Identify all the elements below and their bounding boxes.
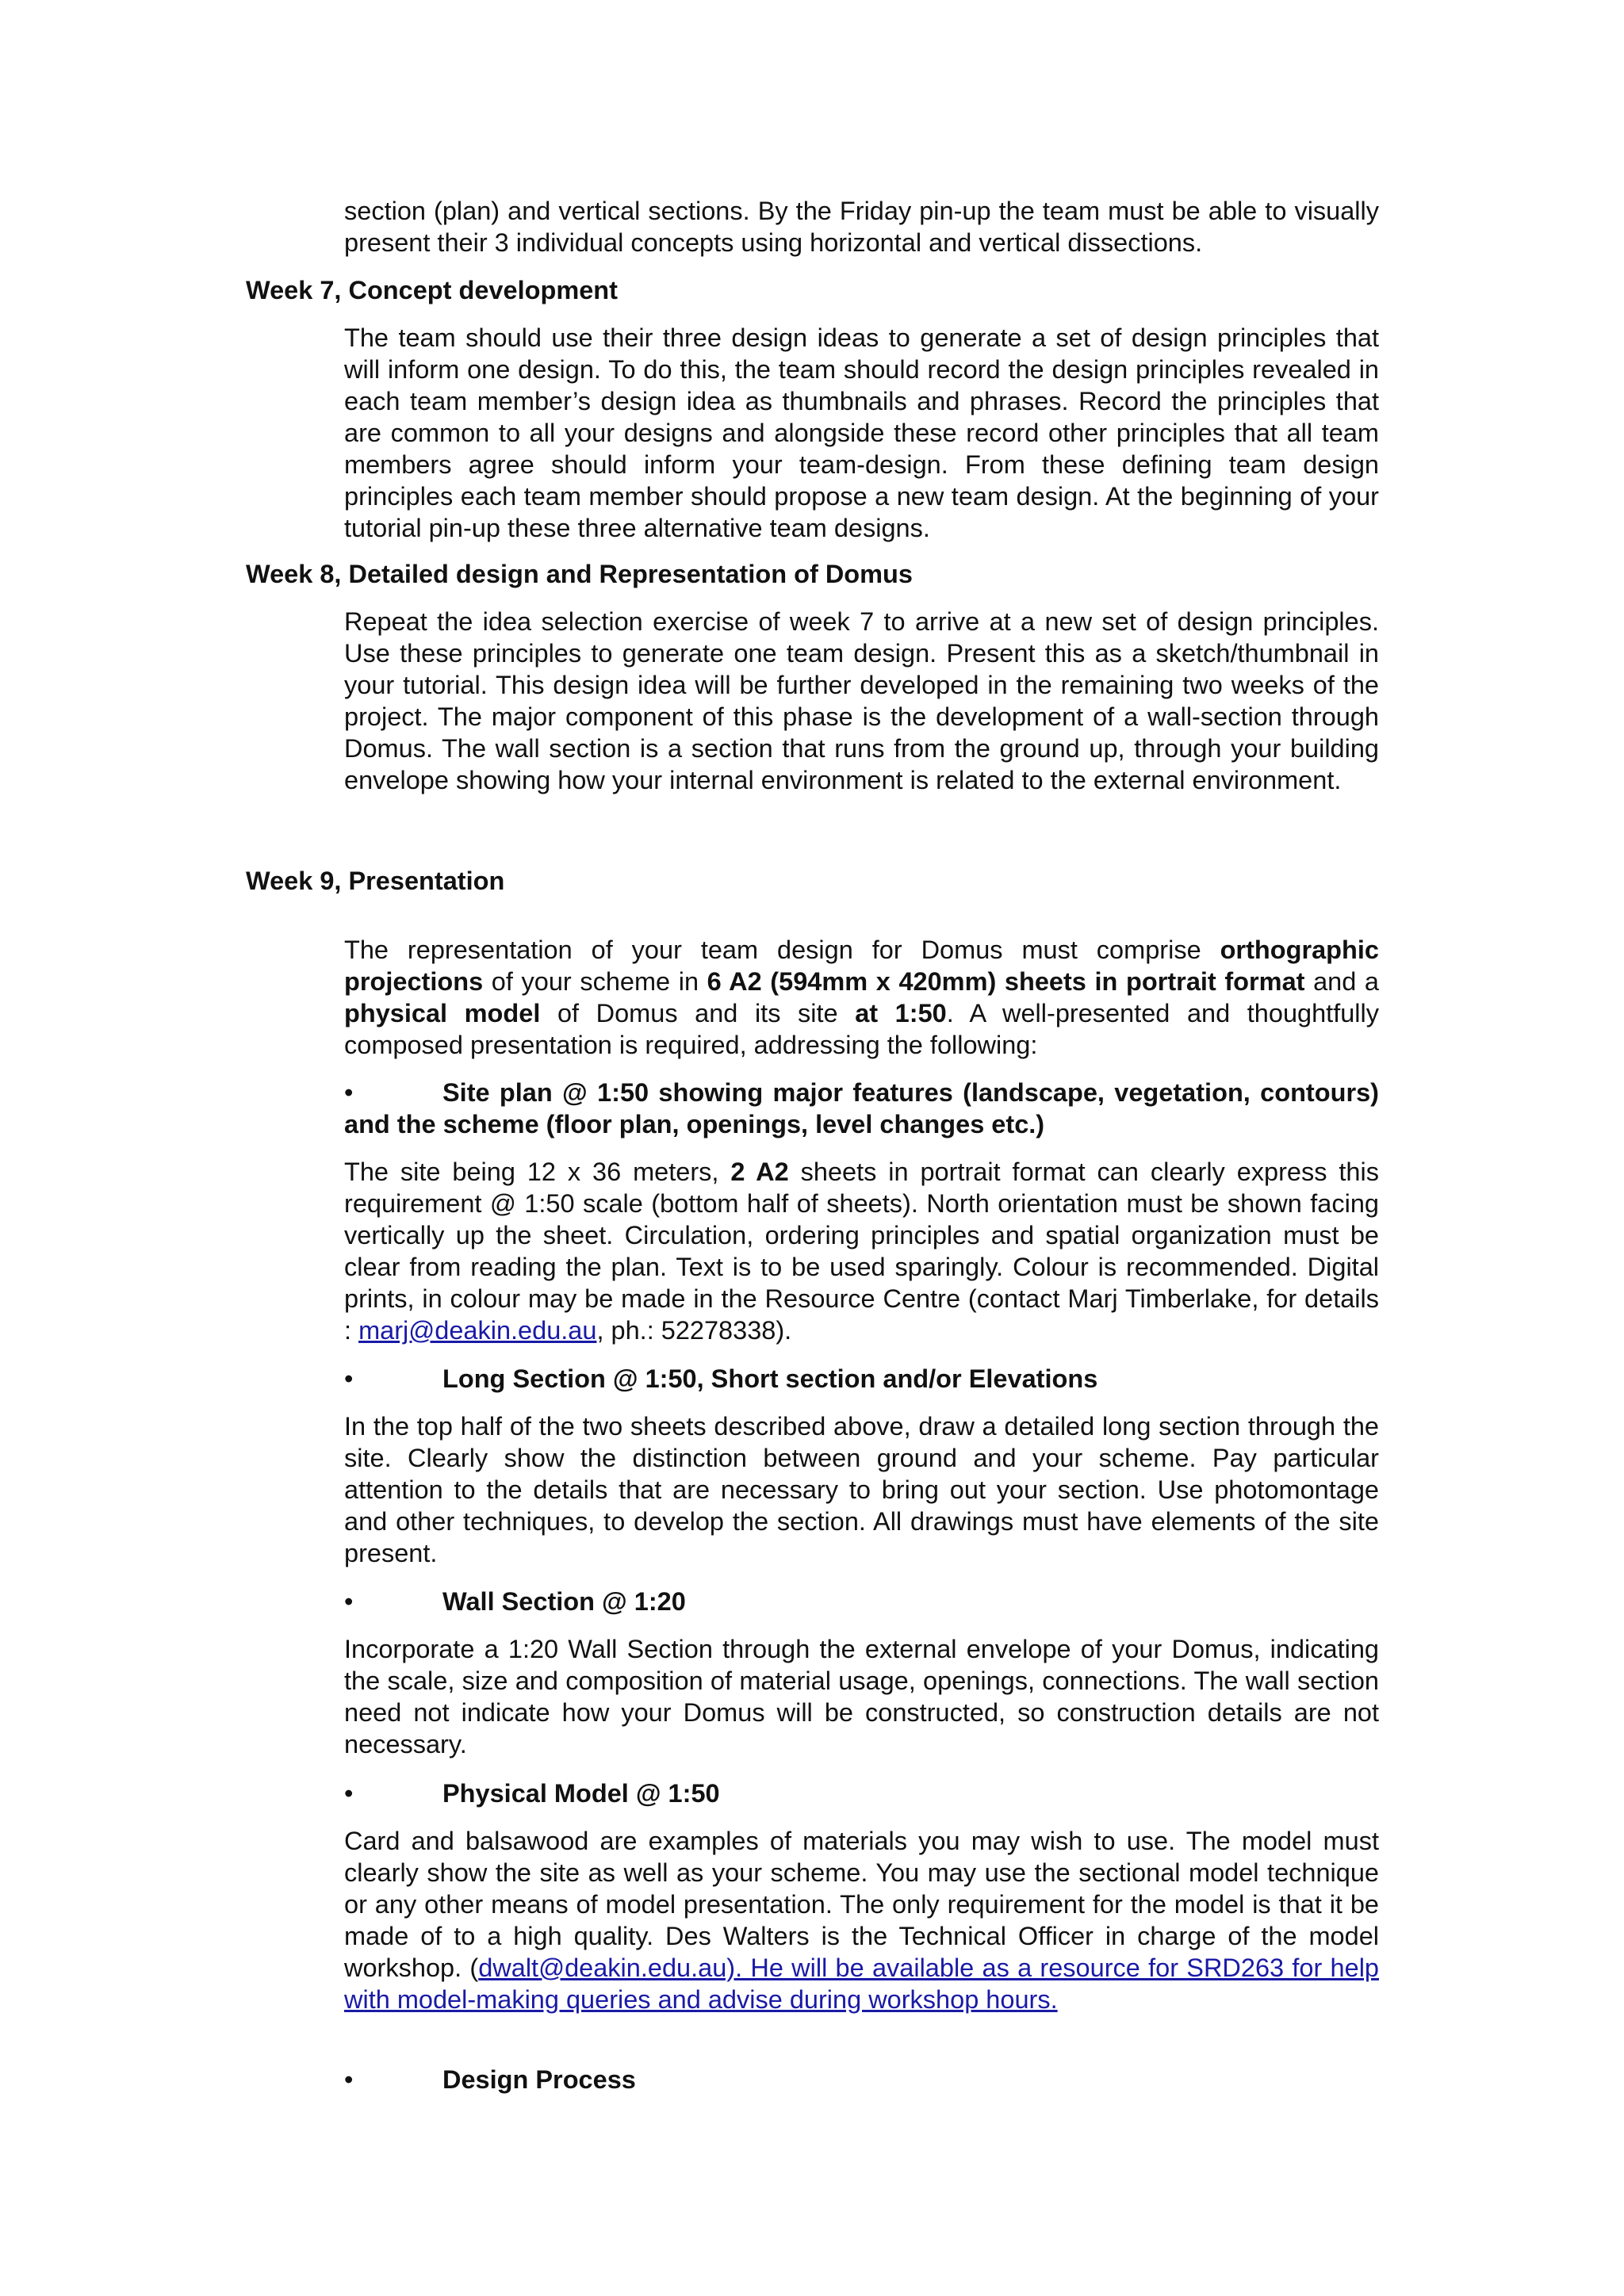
bullet-symbol: • [344,1779,354,1808]
week7-heading: Week 7, Concept development [246,276,618,304]
email-link-dwalt[interactable]: dwalt@deakin.edu.au). He will be available as a resource for SRD263 for help with model-making queries and advise during workshop hours. [344,1954,1379,2014]
email-link-marj[interactable]: marj@deakin.edu.au [358,1316,597,1345]
intro-paragraph: section (plan) and vertical sections. By the Friday pin-up the team must be able to visually present their 3 individual concepts using horizontal and vertical dissections. [344,197,1379,257]
bullet-physical-model [344,1777,1379,1809]
bullet-long-section [344,1363,1379,1395]
long-section-paragraph: In the top half of the two sheets described above, draw a detailed long section through the site. Clearly show the distinction between ground and your scheme. Pay particular attention to the details that are necessary to bring out your section. Use photomontage and other techniques, to develop the section. All drawings must have elements of the site present. [344,1412,1379,1567]
week8-heading: Week 8, Detailed design and Representation of Domus [246,560,913,588]
bullet-design-process-label: Design Process [442,2065,636,2094]
week9-intro-paragraph: The representation of your team design for Domus must comprise orthographic projections of your scheme in 6 A2 (594mm x 420mm) sheets in portrait format and a physical model of Domus and its site at 1:50. A well-presented and thoughtfully composed presentation is required, addressing the following: [344,936,1380,1059]
week9-heading: Week 9, Presentation [246,867,505,895]
bullet-physical-model-label: Physical Model @ 1:50 [442,1779,720,1808]
bullet-wall-section-label: Wall Section @ 1:20 [442,1587,686,1616]
week7-paragraph: The team should use their three design ideas to generate a set of design principles that will inform one design. To do this, the team should record the design principles revealed in each team member’s design idea as thumbnails and phrases. Record the principles that are common to all your designs and alongside these record other principles that all team members agree should inform your team-design. From these defining team design principles each team member should propose a new team design. At the beginning of your tutorial pin-up these three alternative team designs. [344,323,1379,542]
bullet-site-plan [344,1077,1379,1140]
bullet-symbol: • [344,2065,354,2094]
site-plan-paragraph: The site being 12 x 36 meters, 2 A2 sheets in portrait format can clearly express this requirement @ 1:50 scale (bottom half of sheets). North orientation must be shown facing vertically up the sheet. Circulation, ordering principles and spatial organization must be clear from reading the plan. Text is to be used sparingly. Colour is recommended. Digital prints, in colour may be made in the Resource Centre (contact Marj Timberlake, for details : marj@deakin.edu.au, ph.: 52278338). [344,1158,1379,1345]
wall-section-paragraph: Incorporate a 1:20 Wall Section through the external envelope of your Domus, indicating the scale, size and composition of material usage, openings, connections. The wall section need not indicate how your Domus will be constructed, so construction details are not necessary. [344,1635,1379,1758]
week8-paragraph: Repeat the idea selection exercise of week 7 to arrive at a new set of design principles. Use these principles to generate one team design. Present this as a sketch/thumbnail in your tutorial. This design idea will be further developed in the remaining two weeks of the project. The major component of this phase is the development of a wall-section through Domus. The wall section is a section that runs from the ground up, through your building envelope showing how your internal environment is related to the external environment. [344,607,1379,794]
bullet-site-plan-label: Site plan @ 1:50 showing major features (landscape, vegetation, contours) and the scheme (floor plan, openings, level changes etc.) [344,1078,1379,1138]
bullet-symbol: • [344,1078,354,1107]
bullet-symbol: • [344,1364,354,1393]
bullet-wall-section [344,1586,1379,1617]
bullet-design-process [344,2064,1379,2095]
physical-model-paragraph: Card and balsawood are examples of materials you may wish to use. The model must clearly show the site as well as your scheme. You may use the sectional model technique or any other means of model presentation. The only requirement for the model is that it be made of to a high quality. Des Walters is the Technical Officer in charge of the model workshop. (dwalt@deakin.edu.au). He will be available as a resource for SRD263 for help with model-making queries and advise during workshop hours. [344,1827,1379,2014]
bullet-long-section-label: Long Section @ 1:50, Short section and/or Elevations [442,1364,1098,1393]
bullet-symbol: • [344,1587,354,1616]
